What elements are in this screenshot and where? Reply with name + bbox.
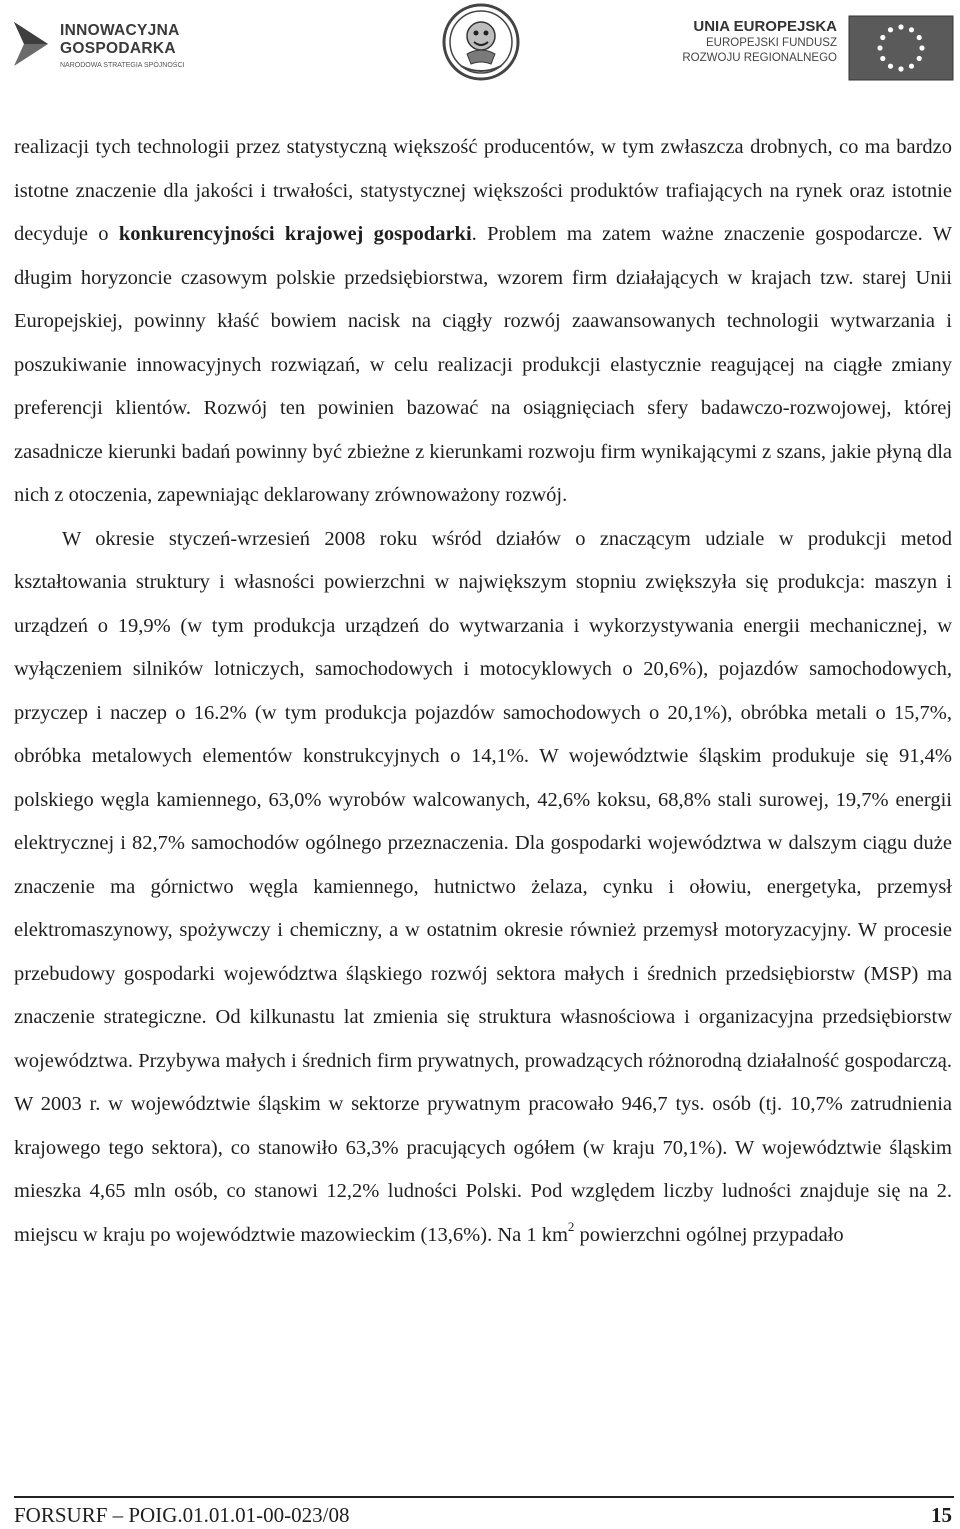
eu-flag-icon: [847, 14, 955, 82]
page-header: [0, 0, 960, 90]
eu-fund-logo: [682, 14, 955, 74]
page-number: 15: [931, 1503, 952, 1527]
eu-text-line2: EUROPEJSKI FUNDUSZ: [706, 37, 837, 49]
logo-text-line2: GOSPODARKA: [60, 40, 176, 57]
paragraph-1: realizacji tych technologii przez statystyczną większość producentów, w tym zwłaszcza drobnych, co ma bardzo istotne znaczenie dla jakości i trwałości, statystycznej większości produktów trafiających na rynek oraz istotnie decyduje o konkurencyjności krajowej gospodarki. Problem ma zatem ważne znaczenie gospodarcze. W długim horyzoncie czasowym polskie przedsiębiorstwa, wzorem firm działających w krajach tzw. starej Unii Europejskiej, powinny kłaść bowiem nacisk na ciągły rozwój zaawansowanych technologii wytwarzania i poszukiwanie innowacyjnych rozwiązań, w celu realizacji produkcji elastycznie reagującej na ciągłe zmiany preferencji klientów. Rozwój ten powinien bazować na osiągnięciach sfery badawczo-rozwojowej, której zasadnicze kierunki badań powinny być zbieżne z kierunkami rozwoju firm wynikającymi z szans, jakie płyną dla nich z otoczenia, zapewniając deklarowany zrównoważony rozwój.: [14, 136, 952, 506]
footer-divider: [14, 1496, 954, 1498]
eu-text-line3: ROZWOJU REGIONALNEGO: [682, 52, 837, 64]
document-body: [14, 126, 952, 1257]
seal-logo-icon: [441, 2, 521, 82]
logo-text-line1: INNOWACYJNA: [60, 22, 180, 39]
arrow-logo-icon: [10, 18, 52, 70]
eu-text-line1: UNIA EUROPEJSKA: [693, 18, 837, 35]
innowacyjna-gospodarka-logo: [10, 12, 210, 74]
footer-project-id: FORSURF – POIG.01.01.01-00-023/08: [14, 1503, 350, 1527]
superscript: 2: [567, 1218, 575, 1234]
paragraph-2: W okresie styczeń-wrzesień 2008 roku wśród działów o znaczącym udziale w produkcji metod kształtowania struktury i własności powierzchni w największym stopniu zwiększyła się produkcja: maszyn i urządzeń o 19,9% (w tym produkcja urządzeń do wytwarzania i wykorzystywania energii mechanicznej, w wyłączeniem silników lotniczych, samochodowych i motocyklowych o 20,6%), pojazdów samochodowych, przyczep i naczep o 16.2% (w tym produkcja pojazdów samochodowych o 20,1%), obróbka metali o 15,7%, obróbka metalowych elementów konstrukcyjnych o 14,1%. W województwie śląskim produkuje się 91,4% polskiego węgla kamiennego, 63,0% wyrobów walcowanych, 42,6% koksu, 68,8% stali surowej, 19,7% energii elektrycznej i 82,7% samochodów ogólnego przeznaczenia. Dla gospodarki województwa w dalszym ciągu duże znaczenie ma górnictwo węgla kamiennego, hutnictwo żelaza, cynku i ołowiu, energetyka, przemysł elektromaszynowy, spożywczy i chemiczny, a w ostatnim okresie również przemysł motoryzacyjny. W procesie przebudowy gospodarki województwa śląskiego rozwój sektora małych i średnich przedsiębiorstw (MSP) ma znaczenie strategiczne. Od kilkunastu lat zmienia się struktura własnościowa i organizacyjna przedsiębiorstw województwa. Przybywa małych i średnich firm prywatnych, prowadzących różnorodną działalność gospodarczą. W 2003 r. w województwie śląskim w sektorze prywatnym pracowało 946,7 tys. osób (tj. 10,7% zatrudnienia krajowego tego sektora), co stanowiło 63,3% pracujących ogółem (w kraju 70,1%). W województwie śląskim mieszka 4,65 mln osób, co stanowi 12,2% ludności Polski. Pod względem liczby ludności znajduje się na 2. miejscu w kraju po województwie mazowieckim (13,6%). Na 1 $km^2$ powierzchni ogólnej przypadało: [14, 527, 952, 1246]
logo-text-line3: NARODOWA STRATEGIA SPÓJNOŚCI: [60, 62, 185, 69]
bold-phrase: konkurencyjności krajowej gospodarki: [118, 223, 472, 245]
